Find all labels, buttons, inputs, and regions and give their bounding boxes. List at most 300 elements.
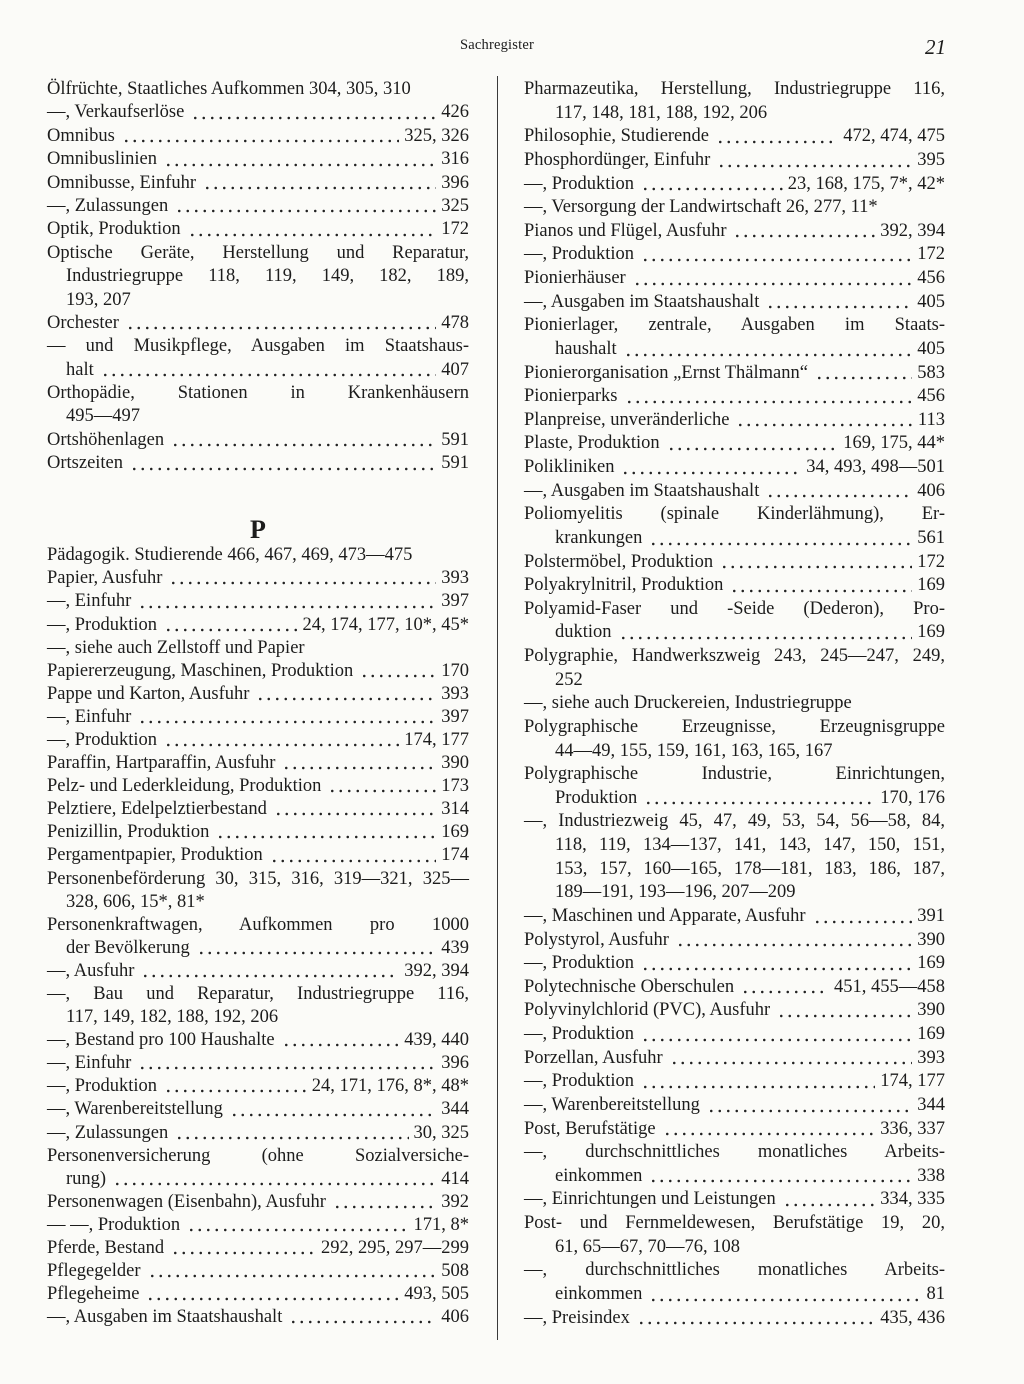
index-entry-line xyxy=(47,937,469,960)
index-entry-line xyxy=(524,999,945,1023)
entry-text: 44—49, 155, 159, 161, 163, 165, 167 xyxy=(555,740,833,761)
index-entry-line xyxy=(47,1052,469,1075)
page-references: 478 xyxy=(441,312,469,333)
dot-leader xyxy=(649,1283,921,1307)
index-entry-line xyxy=(47,821,469,844)
entry-text: Post- und Fernmeldewesen, Berufstätige 19, 20, xyxy=(524,1213,945,1233)
page-references: 23, 168, 175, 7*, 42* xyxy=(787,173,945,194)
page-references: 395 xyxy=(917,149,945,170)
index-entry-line xyxy=(524,385,945,409)
index-entry xyxy=(524,763,945,810)
entry-text: Pferde, Bestand xyxy=(47,1238,165,1259)
entry-text: 189—191, 193—196, 207—209 xyxy=(555,882,796,903)
entry-text: Pionierorganisation „Ernst Thälmann“ xyxy=(524,362,808,383)
dot-leader xyxy=(741,976,829,1000)
index-entry-line xyxy=(524,1283,945,1307)
section-heading: P xyxy=(250,514,266,544)
index-entry-line xyxy=(524,196,945,220)
index-entry-line xyxy=(47,195,469,218)
dot-leader xyxy=(138,706,436,729)
index-entry xyxy=(47,1283,469,1306)
entry-text: —, Ausfuhr xyxy=(47,960,135,981)
entry-text: Orchester xyxy=(47,312,119,333)
index-entry-line xyxy=(524,929,945,953)
entry-text: Polyakrylnitril, Produktion xyxy=(524,575,724,596)
entry-text: Pergamentpapier, Produktion xyxy=(47,845,263,866)
dot-leader xyxy=(649,1165,912,1189)
index-entry xyxy=(524,598,945,645)
page-references: 169 xyxy=(917,622,945,643)
dot-leader xyxy=(707,1094,912,1118)
index-entry xyxy=(524,905,945,929)
page-references: 171, 8* xyxy=(413,1214,469,1235)
page-references: 314 xyxy=(441,799,469,820)
page-references: 24, 174, 177, 10*, 45* xyxy=(302,614,469,635)
page-references: 390 xyxy=(917,1000,945,1021)
dot-leader xyxy=(164,1075,307,1098)
index-entry-line xyxy=(47,1283,469,1306)
page-references: 392, 394 xyxy=(880,220,945,241)
entry-text: Polygraphie, Handwerkszweig 243, 245—247, 249, xyxy=(524,646,945,666)
page-references: 113 xyxy=(917,409,945,430)
entry-text: 117, 148, 181, 188, 192, 206 xyxy=(555,102,768,123)
entry-text: —, Maschinen und Apparate, Ausfuhr xyxy=(524,905,806,926)
index-entry-line xyxy=(47,405,469,428)
entry-text: —, siehe auch Zellstoff und Papier xyxy=(47,637,305,658)
index-entry xyxy=(524,362,945,386)
page-references: 405 xyxy=(917,291,945,312)
dot-leader xyxy=(360,660,436,683)
page-references: 172 xyxy=(441,219,469,240)
index-entry-line xyxy=(47,1260,469,1283)
index-entry xyxy=(524,220,945,244)
index-entry-line xyxy=(47,891,469,914)
dot-leader xyxy=(624,338,913,362)
entry-text: Ortszeiten xyxy=(47,453,124,474)
dot-leader xyxy=(175,195,436,218)
index-entry xyxy=(524,1188,945,1212)
page-references: 169 xyxy=(917,1024,945,1044)
entry-text: Planpreise, unveränderliche xyxy=(524,409,730,430)
dot-leader xyxy=(169,567,436,590)
entry-text: Pelz- und Lederkleidung, Produktion xyxy=(47,776,322,797)
entry-text: Omnibusse, Einfuhr xyxy=(47,172,197,193)
index-entry xyxy=(47,218,469,241)
page-references: 591 xyxy=(441,429,469,450)
index-entry xyxy=(47,452,469,475)
index-entry xyxy=(47,429,469,452)
entry-text: —, durchschnittliches monatliches Arbeits- xyxy=(524,1260,945,1281)
dot-leader xyxy=(670,1047,913,1071)
page-references: 316 xyxy=(441,149,469,170)
index-entry xyxy=(524,645,945,692)
entry-text: Orthopädie, Stationen in Krankenhäusern xyxy=(47,383,469,404)
page-references: 393 xyxy=(917,1047,945,1068)
index-entry xyxy=(47,1122,469,1145)
entry-text: Polikliniken xyxy=(524,457,615,477)
index-entry xyxy=(47,1191,469,1214)
index-entry-line xyxy=(47,1122,469,1145)
dot-leader xyxy=(777,999,912,1023)
index-entry-line xyxy=(524,432,945,456)
dot-leader xyxy=(333,1191,436,1214)
index-entry-line xyxy=(47,1306,469,1329)
entry-text: Personenversicherung (ohne Sozialversiche- xyxy=(47,1145,469,1166)
entry-text: Personenwagen (Eisenbahn), Ausfuhr xyxy=(47,1191,326,1212)
index-entry xyxy=(524,716,945,763)
entry-text: 495—497 xyxy=(66,406,140,427)
index-group-o xyxy=(47,78,469,476)
index-entry xyxy=(47,1237,469,1260)
dot-leader xyxy=(815,362,912,386)
index-entry-line xyxy=(524,503,945,527)
dot-leader xyxy=(783,1188,875,1212)
index-entry xyxy=(524,692,945,716)
index-entry-line xyxy=(524,456,945,480)
page-references: 334, 335 xyxy=(880,1189,945,1210)
index-entry-line xyxy=(47,265,469,288)
index-entry-line xyxy=(524,858,945,882)
page-references: 406 xyxy=(441,1307,469,1328)
index-entry-line xyxy=(47,567,469,590)
page-references: 325 xyxy=(441,195,469,216)
dot-leader xyxy=(766,291,912,315)
dot-leader xyxy=(188,218,437,241)
dot-leader xyxy=(813,905,913,929)
index-entry-line xyxy=(47,289,469,312)
index-entry xyxy=(524,1118,945,1142)
index-entry xyxy=(47,1260,469,1283)
page-references: 174, 177 xyxy=(404,729,469,750)
index-entry xyxy=(524,196,945,220)
entry-text: Polygraphische Erzeugnisse, Erzeugnisgruppe xyxy=(524,716,945,737)
entry-text: rung) xyxy=(66,1168,107,1189)
left-column xyxy=(47,78,469,1329)
dot-leader xyxy=(625,385,913,409)
entry-text: Ortshöhenlagen xyxy=(47,429,165,450)
entry-text: —, Zulassungen xyxy=(47,195,169,216)
page-references: 396 xyxy=(441,1053,469,1074)
index-entry-line xyxy=(47,1098,469,1121)
index-entry-line xyxy=(47,798,469,821)
entry-text: 61, 65—67, 70—76, 108 xyxy=(555,1236,740,1257)
page-references: 30, 325 xyxy=(413,1122,469,1143)
page-references: 172 xyxy=(917,551,945,572)
index-entry-line xyxy=(47,148,469,171)
entry-text: Pelztiere, Edelpelztierbestand xyxy=(47,799,267,820)
index-entry xyxy=(47,614,469,637)
index-entry-line xyxy=(524,905,945,929)
index-entry xyxy=(524,432,945,456)
dot-leader xyxy=(101,359,437,382)
page-references: 405 xyxy=(917,338,945,359)
dot-leader xyxy=(138,1052,436,1075)
index-entry-line xyxy=(524,669,945,693)
entry-text: Polygraphische Industrie, Einrichtungen, xyxy=(524,764,945,785)
entry-text: —, Bestand pro 100 Haushalte xyxy=(47,1030,275,1051)
page-references: 561 xyxy=(917,527,945,548)
dot-leader xyxy=(122,125,399,148)
entry-text: —, Ausgaben im Staatshaushalt xyxy=(524,480,760,501)
dot-leader xyxy=(766,480,912,504)
dot-leader xyxy=(633,267,913,291)
dot-leader xyxy=(328,775,436,798)
index-entry-line xyxy=(47,312,469,335)
index-entry-line xyxy=(524,1259,945,1283)
entry-text: —, Produktion xyxy=(524,1071,634,1092)
index-entry-line xyxy=(47,1075,469,1098)
dot-leader xyxy=(282,1029,400,1052)
index-entry-line xyxy=(524,338,945,362)
index-entry-line xyxy=(524,1307,945,1331)
index-entry-line xyxy=(47,844,469,867)
dot-leader xyxy=(146,1283,399,1306)
page-references: 169, 175, 44* xyxy=(843,433,945,454)
page-references: 396 xyxy=(441,172,469,193)
index-entry xyxy=(524,1047,945,1071)
entry-text: 328, 606, 15*, 81* xyxy=(66,891,205,912)
entry-text: —, Produktion xyxy=(524,1024,634,1044)
running-header: Sachregister xyxy=(459,37,535,53)
entry-text: Pionierlager, zentrale, Ausgaben im Staats- xyxy=(524,315,945,336)
index-entry xyxy=(524,503,945,550)
index-entry-line xyxy=(524,1070,945,1094)
entry-text: Pianos und Flügel, Ausfuhr xyxy=(524,220,727,241)
index-entry-line xyxy=(524,716,945,740)
page-references: 174 xyxy=(441,845,469,866)
index-entry-line xyxy=(524,834,945,858)
index-entry-line xyxy=(524,78,945,102)
index-entry-line xyxy=(47,1214,469,1237)
entry-text: Paraffin, Hartparaffin, Ausfuhr xyxy=(47,753,276,774)
entry-text: einkommen xyxy=(555,1283,643,1304)
index-entry xyxy=(47,101,469,124)
entry-text: Penizillin, Produktion xyxy=(47,822,210,843)
entry-text: —, Warenbereitstellung xyxy=(47,1099,223,1120)
index-entry-line xyxy=(524,645,945,669)
index-entry-line xyxy=(524,1212,945,1236)
page-references: 456 xyxy=(917,268,945,288)
index-entry xyxy=(524,976,945,1000)
index-entry-line xyxy=(47,683,469,706)
index-entry xyxy=(524,385,945,409)
index-entry-line xyxy=(524,1165,945,1189)
index-entry-line xyxy=(47,429,469,452)
dot-leader xyxy=(716,125,838,149)
index-entry-line xyxy=(47,1168,469,1191)
dot-leader xyxy=(256,683,436,706)
entry-text: Personenbeförderung 30, 315, 316, 319—321, 325— xyxy=(47,868,469,889)
index-entry-line xyxy=(47,242,469,265)
index-group-p xyxy=(47,544,469,1329)
index-entry-line xyxy=(524,574,945,598)
index-entry xyxy=(47,1306,469,1329)
index-entry xyxy=(47,1145,469,1191)
index-entry-line xyxy=(47,335,469,358)
dot-leader xyxy=(720,551,912,575)
index-entry xyxy=(47,1075,469,1098)
page-references: 325, 326 xyxy=(404,125,469,146)
dot-leader xyxy=(230,1098,436,1121)
entry-text: —, Versorgung der Landwirtschaft 26, 277, 11* xyxy=(524,197,878,218)
entry-text: —, Produktion xyxy=(524,244,634,265)
entry-text: Pharmazeutika, Herstellung, Industriegruppe 116, xyxy=(524,79,945,99)
index-entry xyxy=(47,125,469,148)
entry-text: —, Bau und Reparatur, Industriegruppe 116, xyxy=(47,984,469,1005)
dot-leader xyxy=(641,173,783,197)
entry-text: Optische Geräte, Herstellung und Reparatur, xyxy=(47,242,469,263)
index-entry-line xyxy=(47,172,469,195)
entry-text: Omnibuslinien xyxy=(47,149,157,170)
page-references: 397 xyxy=(441,591,469,612)
index-entry-line xyxy=(524,125,945,149)
index-entry-line xyxy=(524,952,945,976)
index-entry-line xyxy=(47,752,469,775)
index-entry xyxy=(47,637,469,660)
page-references: 508 xyxy=(441,1261,469,1282)
index-entry xyxy=(524,267,945,291)
entry-text: —, Produktion xyxy=(47,729,157,750)
index-entry-line xyxy=(47,590,469,613)
entry-text: —, Zulassungen xyxy=(47,1122,169,1143)
index-entry xyxy=(47,78,469,101)
index-entry-line xyxy=(524,220,945,244)
dot-leader xyxy=(113,1168,436,1191)
index-entry-line xyxy=(47,960,469,983)
entry-text: Post, Berufstätige xyxy=(524,1118,656,1139)
dot-leader xyxy=(676,929,912,953)
page-references: 583 xyxy=(917,362,945,383)
index-entry xyxy=(47,242,469,312)
index-entry xyxy=(47,914,469,960)
dot-leader xyxy=(667,432,839,456)
dot-leader xyxy=(138,590,436,613)
index-entry-line xyxy=(524,810,945,834)
entry-text: Porzellan, Ausfuhr xyxy=(524,1047,663,1068)
index-entry-line xyxy=(524,621,945,645)
entry-text: Papiererzeugung, Maschinen, Produktion xyxy=(47,660,354,681)
entry-text: 193, 207 xyxy=(66,289,131,310)
page-references: 170, 176 xyxy=(880,787,945,808)
page-references: 406 xyxy=(917,480,945,501)
index-entry xyxy=(47,706,469,729)
index-entry-line xyxy=(524,1188,945,1212)
page-references: 336, 337 xyxy=(880,1118,945,1139)
entry-text: —, Produktion xyxy=(524,173,634,194)
entry-text: krankungen xyxy=(555,527,643,548)
dot-leader xyxy=(216,821,436,844)
dot-leader xyxy=(274,798,436,821)
index-entry xyxy=(524,1094,945,1118)
index-entry xyxy=(524,125,945,149)
entry-text: Pflegegelder xyxy=(47,1261,141,1282)
page-references: 392 xyxy=(441,1191,469,1212)
entry-text: —, siehe auch Druckereien, Industriegruppe xyxy=(524,693,852,714)
index-entry-line xyxy=(524,173,945,197)
index-entry-line xyxy=(524,1236,945,1260)
index-entry xyxy=(524,456,945,480)
column-divider xyxy=(497,76,498,1340)
index-entry xyxy=(524,1259,945,1306)
entry-text: Polstermöbel, Produktion xyxy=(524,551,714,572)
entry-text: —, Ausgaben im Staatshaushalt xyxy=(47,1307,283,1328)
index-entry xyxy=(524,149,945,173)
index-entry xyxy=(47,195,469,218)
page-number: 21 xyxy=(925,35,946,59)
right-column xyxy=(524,78,945,1330)
index-entry xyxy=(524,1212,945,1259)
dot-leader xyxy=(641,1070,875,1094)
entry-text: Pionierhäuser xyxy=(524,268,626,288)
index-entry-line xyxy=(524,1023,945,1047)
index-entry-line xyxy=(47,1006,469,1029)
page-references: 172 xyxy=(917,244,945,265)
dot-leader xyxy=(203,172,436,195)
page-references: 591 xyxy=(441,453,469,474)
index-group-p-continued xyxy=(524,78,945,1330)
index-entry xyxy=(524,1070,945,1094)
page-references: 292, 295, 297—299 xyxy=(321,1238,469,1259)
page-references: 34, 493, 498—501 xyxy=(806,457,945,477)
index-entry xyxy=(47,868,469,914)
index-entry-line xyxy=(47,78,469,101)
index-entry xyxy=(47,983,469,1029)
dot-leader xyxy=(191,101,436,124)
index-entry-line xyxy=(524,243,945,267)
page-references: 472, 474, 475 xyxy=(843,126,945,147)
entry-text: Polystyrol, Ausfuhr xyxy=(524,929,669,950)
index-entry-line xyxy=(47,1237,469,1260)
dot-leader xyxy=(171,1237,316,1260)
entry-text: einkommen xyxy=(555,1165,643,1186)
page-references: 439 xyxy=(441,937,469,958)
index-entry-line xyxy=(524,102,945,126)
index-entry-line xyxy=(524,692,945,716)
index-entry-line xyxy=(524,362,945,386)
index-entry-line xyxy=(524,1094,945,1118)
dot-leader xyxy=(641,952,912,976)
entry-text: —, Industriezweig 45, 47, 49, 53, 54, 56—58, 84, xyxy=(524,811,945,832)
index-entry-line xyxy=(524,976,945,1000)
dot-leader xyxy=(621,456,801,480)
page-references: 173 xyxy=(441,776,469,797)
index-entry xyxy=(47,1052,469,1075)
index-entry xyxy=(47,798,469,821)
page-references: 414 xyxy=(441,1168,469,1189)
dot-leader xyxy=(730,574,912,598)
entry-text: Philosophie, Studierende xyxy=(524,126,709,147)
entry-text: Papier, Ausfuhr xyxy=(47,568,163,589)
entry-text: Polytechnische Oberschulen xyxy=(524,976,735,997)
page-references: 170 xyxy=(441,660,469,681)
dot-leader xyxy=(164,729,399,752)
index-entry-line xyxy=(47,382,469,405)
entry-text: —, Einfuhr xyxy=(47,1053,132,1074)
index-entry-line xyxy=(524,1141,945,1165)
index-entry-line xyxy=(524,149,945,173)
entry-text: Polyamid-Faser und -Seide (Dederon), Pro- xyxy=(524,598,945,619)
page-references: 426 xyxy=(441,102,469,123)
index-entry xyxy=(47,1098,469,1121)
index-entry xyxy=(524,1141,945,1188)
index-entry xyxy=(524,409,945,433)
dot-leader xyxy=(641,1023,912,1047)
index-entry-line xyxy=(47,729,469,752)
entry-text: 117, 149, 182, 188, 192, 206 xyxy=(66,1007,279,1028)
entry-text: —, Einrichtungen und Leistungen xyxy=(524,1189,776,1210)
entry-text: —, Preisindex xyxy=(524,1307,630,1328)
dot-leader xyxy=(619,621,913,645)
